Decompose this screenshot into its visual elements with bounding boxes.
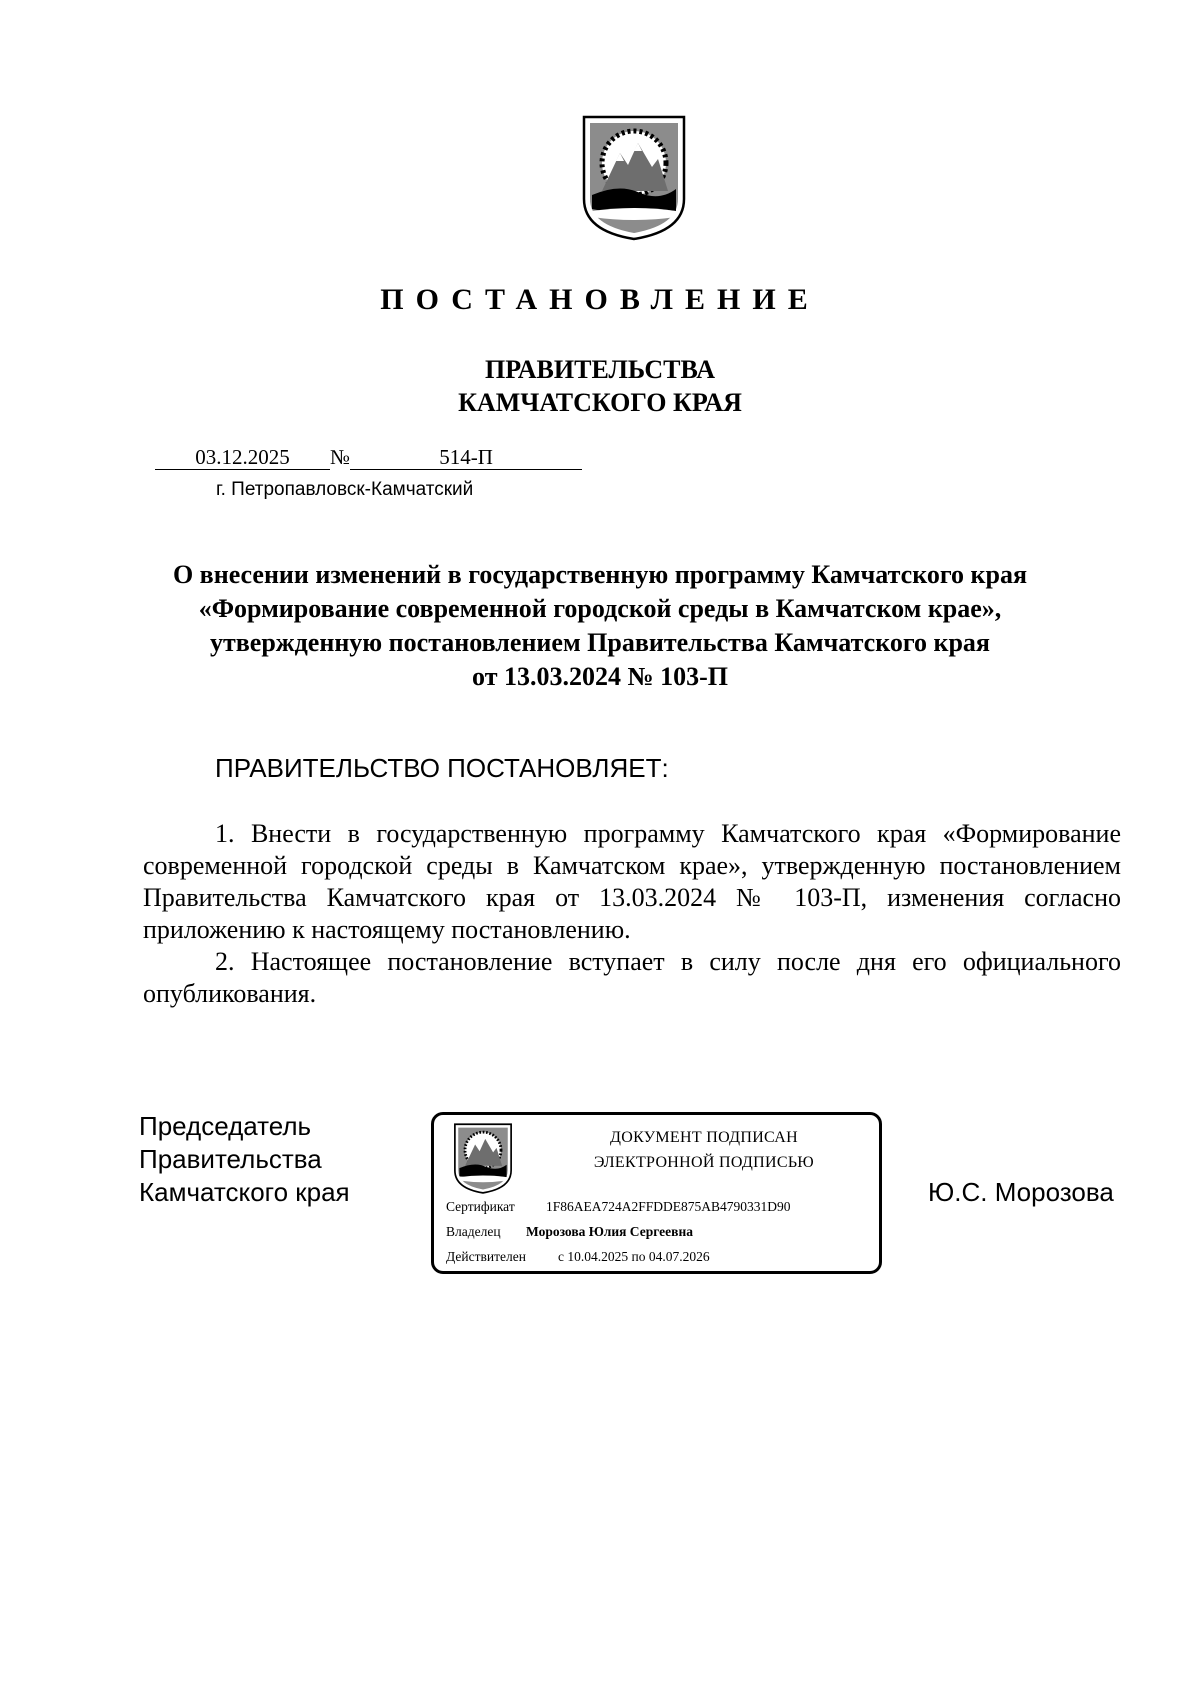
signer-position-line: Правительства (139, 1144, 322, 1174)
signer-position-line: Председатель (139, 1111, 312, 1141)
stamp-title-line: ДОКУМЕНТ ПОДПИСАН (610, 1129, 798, 1146)
electronic-signature-stamp (431, 1112, 882, 1274)
decree-statement: ПРАВИТЕЛЬСТВО ПОСТАНОВЛЯЕТ: (215, 753, 669, 783)
signer-position-line: Камчатского края (139, 1177, 350, 1207)
body-paragraph: 2. Настоящее постановление вступает в силу после дня его официального опубликования. (143, 947, 1121, 1008)
subject-line: утвержденную постановлением Правительства Камчатского края (209, 628, 990, 657)
validity-row (446, 1248, 710, 1266)
certificate-value: 1F86AEA724A2FFDDE875AB4790331D90 (546, 1199, 791, 1214)
validity-label: Действителен (446, 1249, 526, 1264)
document-date: 03.12.2025 (155, 445, 330, 470)
certificate-row (446, 1198, 791, 1216)
owner-row (446, 1223, 693, 1241)
owner-label: Владелец (446, 1224, 501, 1239)
signer-name: Ю.С. Морозова (928, 1177, 1114, 1207)
document-number: 514-П (350, 445, 582, 470)
validity-value: с 10.04.2025 по 04.07.2026 (558, 1249, 710, 1264)
kamchatka-coat-of-arms-icon (452, 1122, 514, 1194)
issuer-line: КАМЧАТСКОГО КРАЯ (458, 388, 742, 417)
number-sign: № (330, 445, 351, 469)
issuer-line: ПРАВИТЕЛЬСТВА (485, 355, 715, 384)
kamchatka-coat-of-arms-icon (580, 113, 688, 241)
certificate-label: Сертификат (446, 1199, 515, 1214)
date-number-line (155, 445, 582, 470)
owner-value: Морозова Юлия Сергеевна (526, 1224, 693, 1239)
stamp-title (544, 1125, 864, 1175)
subject-line: О внесении изменений в государственную программу Камчатского края (172, 560, 1028, 589)
issuer-block (0, 353, 1200, 419)
document-subject (0, 558, 1200, 694)
document-type-title: ПОСТАНОВЛЕНИЕ (380, 283, 820, 316)
body-paragraph: 1. Внести в государственную программу Камчатского края «Формирование современной городской среды в Камчатском крае», утвержденную постановлением Правительства Камчатского края от 13.03.2024 № 103-П, изменения согласно приложению к настоящему постановлению. (143, 819, 1121, 944)
document-body (143, 818, 1121, 1010)
subject-line: «Формирование современной городской среды в Камчатском крае», (198, 594, 1002, 623)
city-line: г. Петропавловск-Камчатский (216, 479, 474, 500)
subject-line: от 13.03.2024 № 103-П (472, 662, 728, 691)
signer-position (139, 1110, 350, 1209)
stamp-title-line: ЭЛЕКТРОННОЙ ПОДПИСЬЮ (593, 1154, 815, 1171)
